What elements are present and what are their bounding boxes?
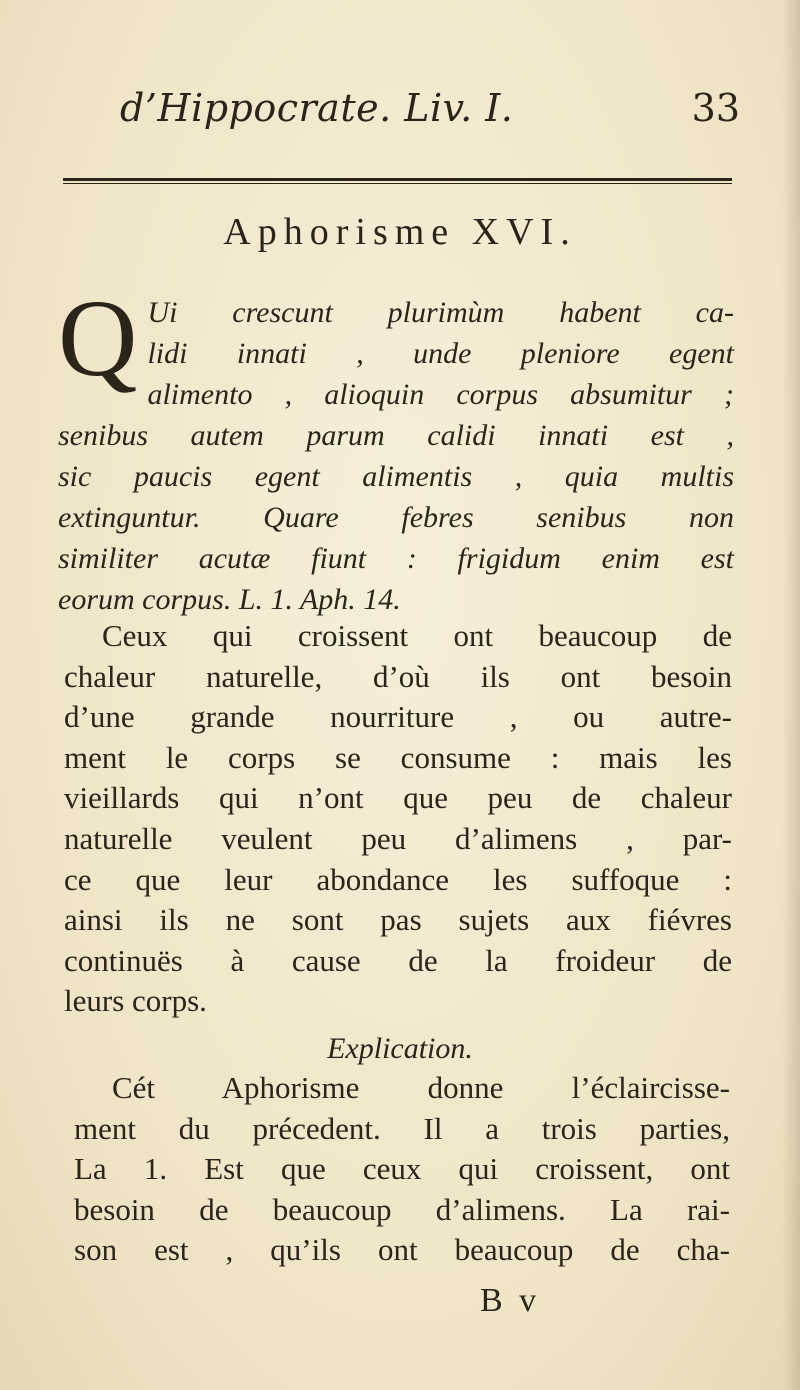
explication-line: son est , qu’ils ont beaucoup de cha- <box>74 1232 730 1268</box>
running-header <box>60 78 740 138</box>
explication-line: ment du précedent. Il a trois parties, <box>74 1110 730 1146</box>
latin-line: extinguntur. Quare febres senibus non <box>58 501 734 534</box>
french-line: vieillards qui n’ont que peu de chaleur <box>64 780 732 816</box>
latin-line: lidi innati , unde pleniore egent <box>147 337 734 370</box>
drop-cap: Q <box>58 277 138 399</box>
latin-text <box>58 277 734 620</box>
latin-line: sic paucis egent alimentis , quia multis <box>58 460 734 493</box>
french-line: Ceux qui croissent ont beaucoup de <box>102 618 732 653</box>
header-rule-thin <box>63 183 732 184</box>
french-line: chaleur naturelle, d’où ils ont besoin <box>64 658 732 694</box>
explication-line: La 1. Est que ceux qui croissent, ont <box>74 1151 730 1187</box>
latin-line: alimento , alioquin corpus absumitur ; <box>147 378 734 411</box>
french-line: continuës à cause de la froideur de <box>64 942 732 978</box>
header-rule <box>63 178 732 181</box>
page-number: 33 <box>691 86 740 130</box>
french-line: d’une grande nourriture , ou autre- <box>64 699 732 735</box>
french-line: leurs corps. <box>64 983 207 1019</box>
french-translation <box>64 616 732 1022</box>
explication-line: Cét Aphorisme donne l’éclaircisse- <box>112 1070 730 1105</box>
latin-line: Ui crescunt plurimùm habent ca- <box>147 296 734 329</box>
french-line: ainsi ils ne sont pas sujets aux fiévres <box>64 902 732 938</box>
explication-text <box>74 1068 730 1271</box>
aphorism-heading: Aphorisme XVI. <box>223 211 577 253</box>
explication-line: besoin de beaucoup d’alimens. La rai- <box>74 1191 730 1227</box>
latin-line: senibus autem parum calidi innati est , <box>58 419 734 452</box>
signature-mark: B v <box>480 1282 541 1319</box>
french-line: ment le corps se consume : mais les <box>64 739 732 775</box>
explication-heading: Explication. <box>327 1032 473 1065</box>
running-title: d’Hippocrate. Liv. I. <box>120 86 514 130</box>
latin-line: similiter acutæ fiunt : frigidum enim est <box>58 542 734 575</box>
latin-line: eorum corpus. L. 1. Aph. 14. <box>58 583 401 616</box>
french-line: ce que leur abondance les suffoque : <box>64 861 732 897</box>
french-line: naturelle veulent peu d’alimens , par- <box>64 820 732 856</box>
